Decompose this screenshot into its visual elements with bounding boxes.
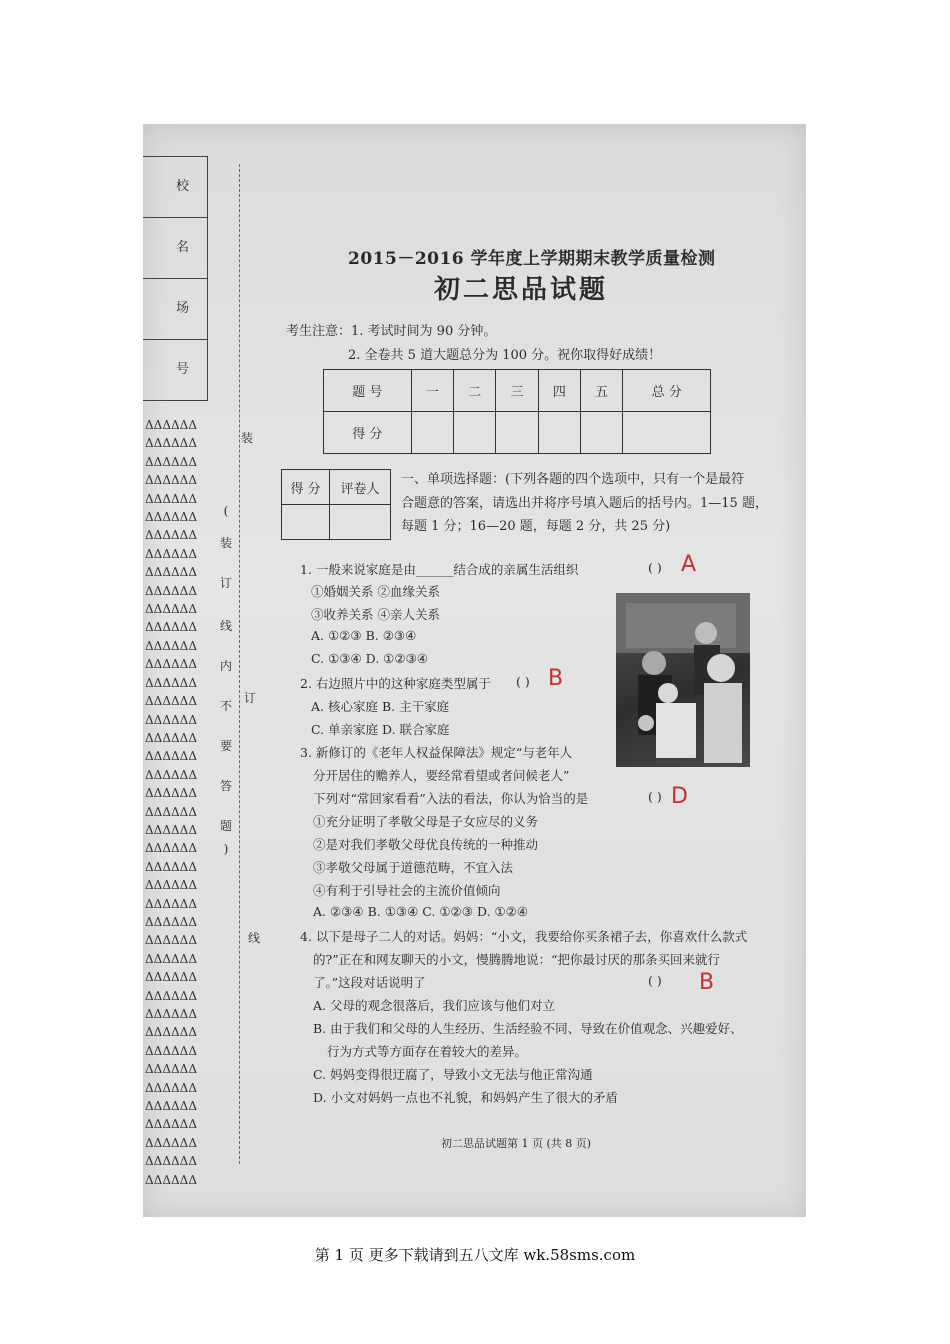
question-3-option: ②是对我们孝敬父母优良传统的一种推动: [313, 837, 539, 852]
handwritten-answer-4: B: [699, 970, 715, 995]
binding-char: 订: [243, 691, 256, 705]
question-3-choices: A. ②③④ B. ①③④ C. ①②③ D. ①②④: [313, 904, 529, 919]
question-4-line1: 4. 以下是母子二人的对话。妈妈：“小文，我要给你买条裙子去，你喜欢什么款式: [300, 929, 748, 944]
seat-number-label: 号: [175, 362, 189, 377]
question-1-choices: C. ①③④ D. ①②③④: [311, 651, 429, 666]
question-3-line2: 分开居住的赡养人，要经常看望或者问候老人”: [313, 768, 570, 783]
score-header-cell: 一: [411, 370, 453, 412]
question-3-line1: 3. 新修订的《老年人权益保障法》规定“与老年人: [300, 745, 573, 760]
binding-char: 线: [247, 931, 260, 945]
question-4-line2: 的?”正在和网友聊天的小文，慢腾腾地说：“把你最讨厌的那条买回来就行: [313, 952, 720, 967]
question-1-options: ①婚姻关系 ②血缘关系: [311, 584, 440, 599]
score-header-cell: 三: [496, 370, 538, 412]
binding-line: [239, 164, 240, 1164]
family-photo-graphic: [616, 593, 750, 767]
question-2-choices: C. 单亲家庭 D. 联合家庭: [311, 722, 450, 737]
grader-score-label: 得 分: [282, 470, 330, 505]
binding-char: 要: [219, 739, 232, 753]
scanned-exam-page: [143, 124, 806, 1217]
binding-char: 装: [240, 431, 253, 445]
school-label: 校: [175, 179, 189, 194]
handwritten-answer-1: A: [681, 552, 697, 577]
question-4-option-b: B. 由于我们和父母的人生经历、生活经验不同、导致在价值观念、兴趣爱好、: [313, 1021, 743, 1036]
section1-heading-line3: 每题 1 分；16—20 题，每题 2 分，共 25 分): [401, 519, 671, 534]
binding-char: (: [223, 504, 229, 518]
question-2: 2. 右边照片中的这种家庭类型属于: [300, 676, 491, 691]
binding-char: ): [223, 842, 229, 856]
score-header-cell: 二: [453, 370, 495, 412]
question-3-option: ①充分证明了孝敬父母是子女应尽的义务: [313, 814, 539, 829]
question-1-options: ③收养关系 ④亲人关系: [311, 607, 440, 622]
question-2-bracket: ( ): [516, 674, 530, 689]
question-3-option: ③孝敬父母属于道德范畴，不宜入法: [313, 860, 514, 875]
binding-char: 内: [219, 659, 232, 673]
score-cell: [411, 412, 453, 454]
score-header-cell: 题 号: [324, 370, 412, 412]
question-4-bracket: ( ): [648, 973, 662, 988]
question-4-option-a: A. 父母的观念很落后，我们应该与他们对立: [313, 998, 555, 1013]
binding-char: 不: [219, 699, 232, 713]
score-cell: [623, 412, 711, 454]
grader-score-cell: [282, 505, 330, 540]
question-1-bracket: ( ): [648, 560, 662, 575]
family-photo: [616, 593, 750, 767]
section1-heading-line2: 合题意的答案，请选出并将序号填入题后的括号内。1—15 题，: [401, 496, 768, 511]
student-info-box: [143, 156, 208, 401]
exam-subject-title: 初二思品试题: [434, 275, 609, 305]
question-3-option: ④有利于引导社会的主流价值倾向: [313, 883, 501, 898]
exam-header-title: 2015－2016 学年度上学期期末教学质量检测: [348, 249, 716, 269]
question-4-line3: 了。”这段对话说明了: [313, 975, 426, 990]
exam-note-2: 2. 全卷共 5 道大题总分为 100 分。祝你取得好成绩！: [348, 348, 662, 363]
score-header-cell: 五: [581, 370, 623, 412]
score-cell: [581, 412, 623, 454]
exam-note-1: 考生注意：1. 考试时间为 90 分钟。: [286, 324, 497, 339]
question-4-option-d: D. 小文对妈妈一点也不礼貌，和妈妈产生了很大的矛盾: [313, 1090, 619, 1105]
binding-char: 装: [219, 536, 232, 550]
handwritten-answer-3: D: [671, 784, 688, 809]
question-4-option-c: C. 妈妈变得很迂腐了，导致小文无法与他正常沟通: [313, 1067, 593, 1082]
question-1: 1. 一般来说家庭是由______结合成的亲属生活组织: [300, 562, 579, 577]
binding-char: 答: [219, 779, 232, 793]
score-header-cell: 四: [538, 370, 580, 412]
handwritten-answer-2: B: [548, 666, 564, 691]
question-3-line3: 下列对“常回家看看”入法的看法，你认为恰当的是: [313, 791, 589, 806]
triangle-pattern: ΔΔΔΔΔΔ ΔΔΔΔΔΔ ΔΔΔΔΔΔ ΔΔΔΔΔΔ ΔΔΔΔΔΔ ΔΔΔΔΔΔ ΔΔΔΔΔΔ ΔΔΔΔΔΔ ΔΔΔΔΔΔ ΔΔΔΔΔΔ ΔΔΔΔΔΔ ΔΔΔΔΔΔ ΔΔΔΔΔΔ ΔΔΔΔΔΔ ΔΔΔΔΔΔ ΔΔΔΔΔΔ ΔΔΔΔΔΔ ΔΔΔΔΔΔ ΔΔΔΔΔΔ ΔΔΔΔΔΔ ΔΔΔΔΔΔ ΔΔΔΔΔΔ ΔΔΔΔΔΔ ΔΔΔΔΔΔ ΔΔΔΔΔΔ ΔΔΔΔΔΔ ΔΔΔΔΔΔ ΔΔΔΔΔΔ ΔΔΔΔΔΔ ΔΔΔΔΔΔ ΔΔΔΔΔΔ ΔΔΔΔΔΔ ΔΔΔΔΔΔ ΔΔΔΔΔΔ ΔΔΔΔΔΔ ΔΔΔΔΔΔ ΔΔΔΔΔΔ ΔΔΔΔΔΔ ΔΔΔΔΔΔ ΔΔΔΔΔΔ ΔΔΔΔΔΔ ΔΔΔΔΔΔ: [145, 418, 197, 1187]
question-2-choices: A. 核心家庭 B. 主干家庭: [311, 699, 450, 714]
inner-page-footer: 初二思品试题第 1 页 (共 8 页): [441, 1137, 592, 1150]
score-row-label: 得 分: [324, 412, 412, 454]
score-cell: [538, 412, 580, 454]
binding-char: 线: [219, 619, 232, 633]
binding-char: 订: [219, 576, 232, 590]
score-cell: [496, 412, 538, 454]
grader-name-cell: [330, 505, 391, 540]
exam-room-label: 场: [175, 301, 189, 316]
section1-heading-line1: 一、单项选择题：(下列各题的四个选项中，只有一个是最符: [401, 472, 745, 487]
question-1-choices: A. ①②③ B. ②③④: [311, 628, 417, 643]
page-footer: 第 1 页 更多下载请到五八文库 wk.58sms.com: [314, 1246, 636, 1264]
binding-char: 题: [219, 819, 232, 833]
score-header-cell: 总 分: [623, 370, 711, 412]
name-label: 名: [175, 240, 189, 255]
score-cell: [453, 412, 495, 454]
grader-table: [281, 469, 391, 540]
question-4-option-b-cont: 行为方式等方面存在着较大的差异。: [327, 1044, 528, 1059]
score-table: [323, 369, 711, 454]
question-3-bracket: ( ): [648, 789, 662, 804]
grader-name-label: 评卷人: [330, 470, 391, 505]
